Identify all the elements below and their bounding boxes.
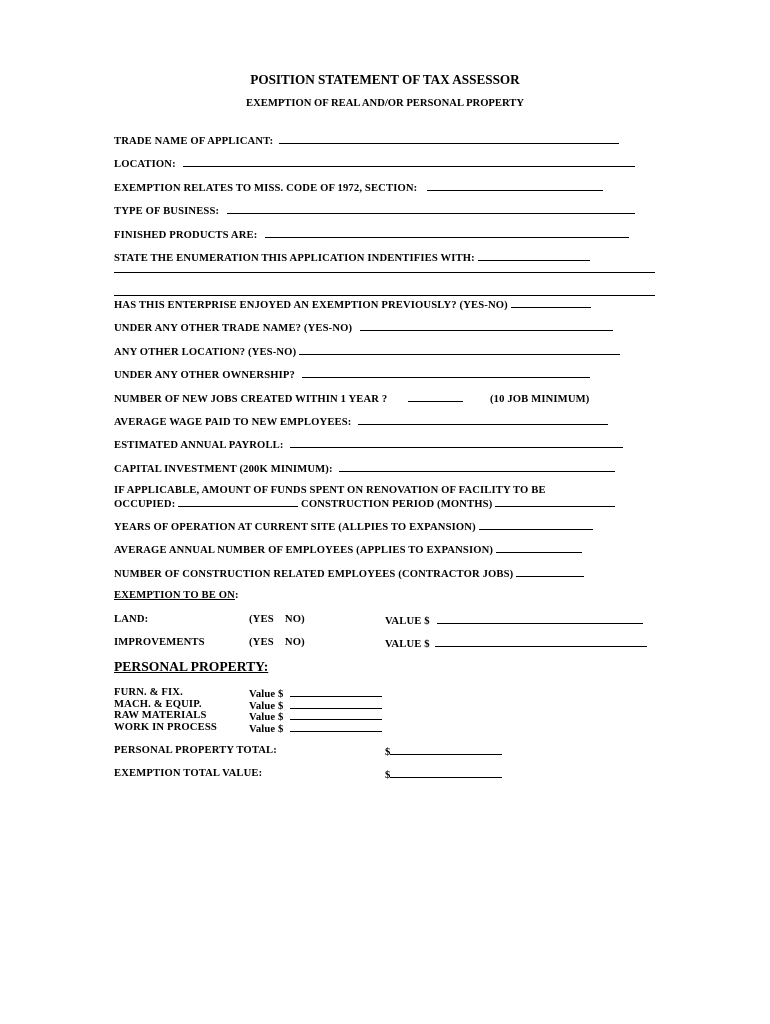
average-wage-label: AVERAGE WAGE PAID TO NEW EMPLOYEES:: [114, 417, 352, 428]
location-label: LOCATION:: [114, 159, 176, 170]
other-ownership-field[interactable]: [302, 367, 590, 378]
document-subtitle: EXEMPTION OF REAL AND/OR PERSONAL PROPERTY: [246, 98, 524, 109]
new-jobs-label: NUMBER OF NEW JOBS CREATED WITHIN 1 YEAR ?: [114, 394, 388, 405]
land-value-field[interactable]: [437, 613, 643, 624]
enumeration-continuation-line-2[interactable]: [114, 295, 655, 296]
avg-employees-label: AVERAGE ANNUAL NUMBER OF EMPLOYEES (APPLIES TO EXPANSION): [114, 545, 494, 556]
new-jobs-row: [114, 391, 589, 406]
raw-materials-value-field[interactable]: [290, 709, 382, 720]
enumeration-label: STATE THE ENUMERATION THIS APPLICATION INDENTIFIES WITH:: [114, 253, 475, 264]
location-row: [114, 156, 635, 171]
construction-employees-label: NUMBER OF CONSTRUCTION RELATED EMPLOYEES (CONTRACTOR JOBS): [114, 569, 514, 580]
pp-value-label: Value $: [249, 724, 284, 735]
pp-total-dollar: $: [385, 747, 391, 758]
capital-investment-label: CAPITAL INVESTMENT (200K MINIMUM):: [114, 464, 333, 475]
pp-total-value-row: [385, 744, 502, 759]
improvements-value-field[interactable]: [435, 636, 647, 647]
pp-total-row: [114, 744, 277, 757]
land-label: LAND:: [114, 614, 149, 625]
finished-products-field[interactable]: [265, 227, 629, 238]
construction-employees-row: [114, 566, 584, 581]
type-of-business-label: TYPE OF BUSINESS:: [114, 206, 220, 217]
pp-total-field[interactable]: [390, 744, 502, 755]
finished-products-label: FINISHED PRODUCTS ARE:: [114, 230, 258, 241]
prior-exemption-label: HAS THIS ENTERPRISE ENJOYED AN EXEMPTION PREVIOUSLY? (YES-NO): [114, 300, 508, 311]
improvements-value-label: VALUE $: [385, 639, 430, 650]
annual-payroll-row: [114, 437, 623, 452]
average-wage-row: [114, 414, 608, 429]
renovation-label: IF APPLICABLE, AMOUNT OF FUNDS SPENT ON RENOVATION OF FACILITY TO BE: [114, 485, 546, 496]
exemption-heading-row: [114, 589, 239, 602]
trade-name-field[interactable]: [279, 133, 619, 144]
capital-investment-row: [114, 461, 615, 476]
exemption-total-dollar: $: [385, 770, 391, 781]
pp-item-label: FURN. & FIX.: [114, 687, 183, 698]
trade-name-row: [114, 133, 619, 148]
other-location-field[interactable]: [299, 344, 620, 355]
trade-name-label: TRADE NAME OF APPLICANT:: [114, 136, 274, 147]
renovation-row-2: [114, 496, 615, 511]
avg-employees-field[interactable]: [496, 542, 582, 553]
other-location-row: [114, 344, 620, 359]
construction-period-field[interactable]: [495, 496, 615, 507]
pp-item-label: MACH. & EQUIP.: [114, 699, 202, 710]
years-operation-label: YEARS OF OPERATION AT CURRENT SITE (ALLPIES TO EXPANSION): [114, 522, 476, 533]
pp-item-wip-value: [249, 721, 382, 736]
annual-payroll-label: ESTIMATED ANNUAL PAYROLL:: [114, 440, 284, 451]
exemption-section-row: [114, 180, 603, 195]
exemption-total-label: EXEMPTION TOTAL VALUE:: [114, 768, 263, 779]
document-title: POSITION STATEMENT OF TAX ASSESSOR: [250, 72, 520, 87]
exemption-heading-colon: :: [234, 590, 239, 601]
furn-fix-value-field[interactable]: [290, 686, 382, 697]
years-operation-field[interactable]: [479, 519, 593, 530]
improvements-yes-no[interactable]: (YES NO): [249, 637, 305, 648]
land-yes-no[interactable]: (YES NO): [249, 614, 305, 625]
land-row: [114, 613, 148, 626]
improvements-row: [114, 636, 205, 649]
other-ownership-row: [114, 367, 590, 382]
finished-products-row: [114, 227, 629, 242]
improvements-value-row: [385, 636, 647, 651]
other-location-label: ANY OTHER LOCATION? (YES-NO): [114, 347, 297, 358]
pp-value-label: Value $: [249, 701, 284, 712]
pp-total-label: PERSONAL PROPERTY TOTAL:: [114, 745, 277, 756]
exemption-heading: EXEMPTION TO BE ON: [114, 590, 235, 601]
construction-employees-field[interactable]: [516, 566, 584, 577]
exemption-total-field[interactable]: [390, 767, 502, 778]
work-in-process-value-field[interactable]: [290, 721, 382, 732]
exemption-total-value-row: [385, 767, 502, 782]
pp-item-wip: [114, 721, 217, 734]
avg-employees-row: [114, 542, 582, 557]
construction-period-label: CONSTRUCTION PERIOD (MONTHS): [301, 499, 493, 510]
type-of-business-row: [114, 203, 635, 218]
pp-item-label: RAW MATERIALS: [114, 710, 207, 721]
improvements-label: IMPROVEMENTS: [114, 637, 205, 648]
prior-exemption-field[interactable]: [511, 297, 591, 308]
enumeration-row: [114, 250, 590, 265]
renovation-amount-field[interactable]: [178, 496, 298, 507]
pp-value-label: Value $: [249, 712, 284, 723]
mach-equip-value-field[interactable]: [290, 698, 382, 709]
exemption-section-label: EXEMPTION RELATES TO MISS. CODE OF 1972, SECTION:: [114, 183, 418, 194]
capital-investment-field[interactable]: [339, 461, 615, 472]
pp-value-label: Value $: [249, 689, 284, 700]
land-value-row: [385, 613, 643, 628]
new-jobs-field[interactable]: [408, 391, 463, 402]
other-ownership-label: UNDER ANY OTHER OWNERSHIP?: [114, 370, 295, 381]
other-trade-name-label: UNDER ANY OTHER TRADE NAME? (YES-NO): [114, 323, 353, 334]
personal-property-heading: PERSONAL PROPERTY:: [114, 659, 269, 674]
pp-item-label: WORK IN PROCESS: [114, 722, 217, 733]
annual-payroll-field[interactable]: [290, 437, 623, 448]
enumeration-continuation-line-1[interactable]: [114, 272, 655, 273]
years-operation-row: [114, 519, 593, 534]
type-of-business-field[interactable]: [227, 203, 635, 214]
exemption-section-field[interactable]: [427, 180, 603, 191]
other-trade-name-field[interactable]: [360, 320, 613, 331]
enumeration-field[interactable]: [478, 250, 590, 261]
other-trade-name-row: [114, 320, 613, 335]
job-minimum-note: (10 JOB MINIMUM): [489, 394, 590, 405]
prior-exemption-row: [114, 297, 591, 312]
average-wage-field[interactable]: [358, 414, 608, 425]
location-field[interactable]: [183, 156, 635, 167]
land-value-label: VALUE $: [385, 616, 430, 627]
occupied-label: OCCUPIED:: [114, 499, 176, 510]
exemption-total-row: [114, 767, 262, 780]
